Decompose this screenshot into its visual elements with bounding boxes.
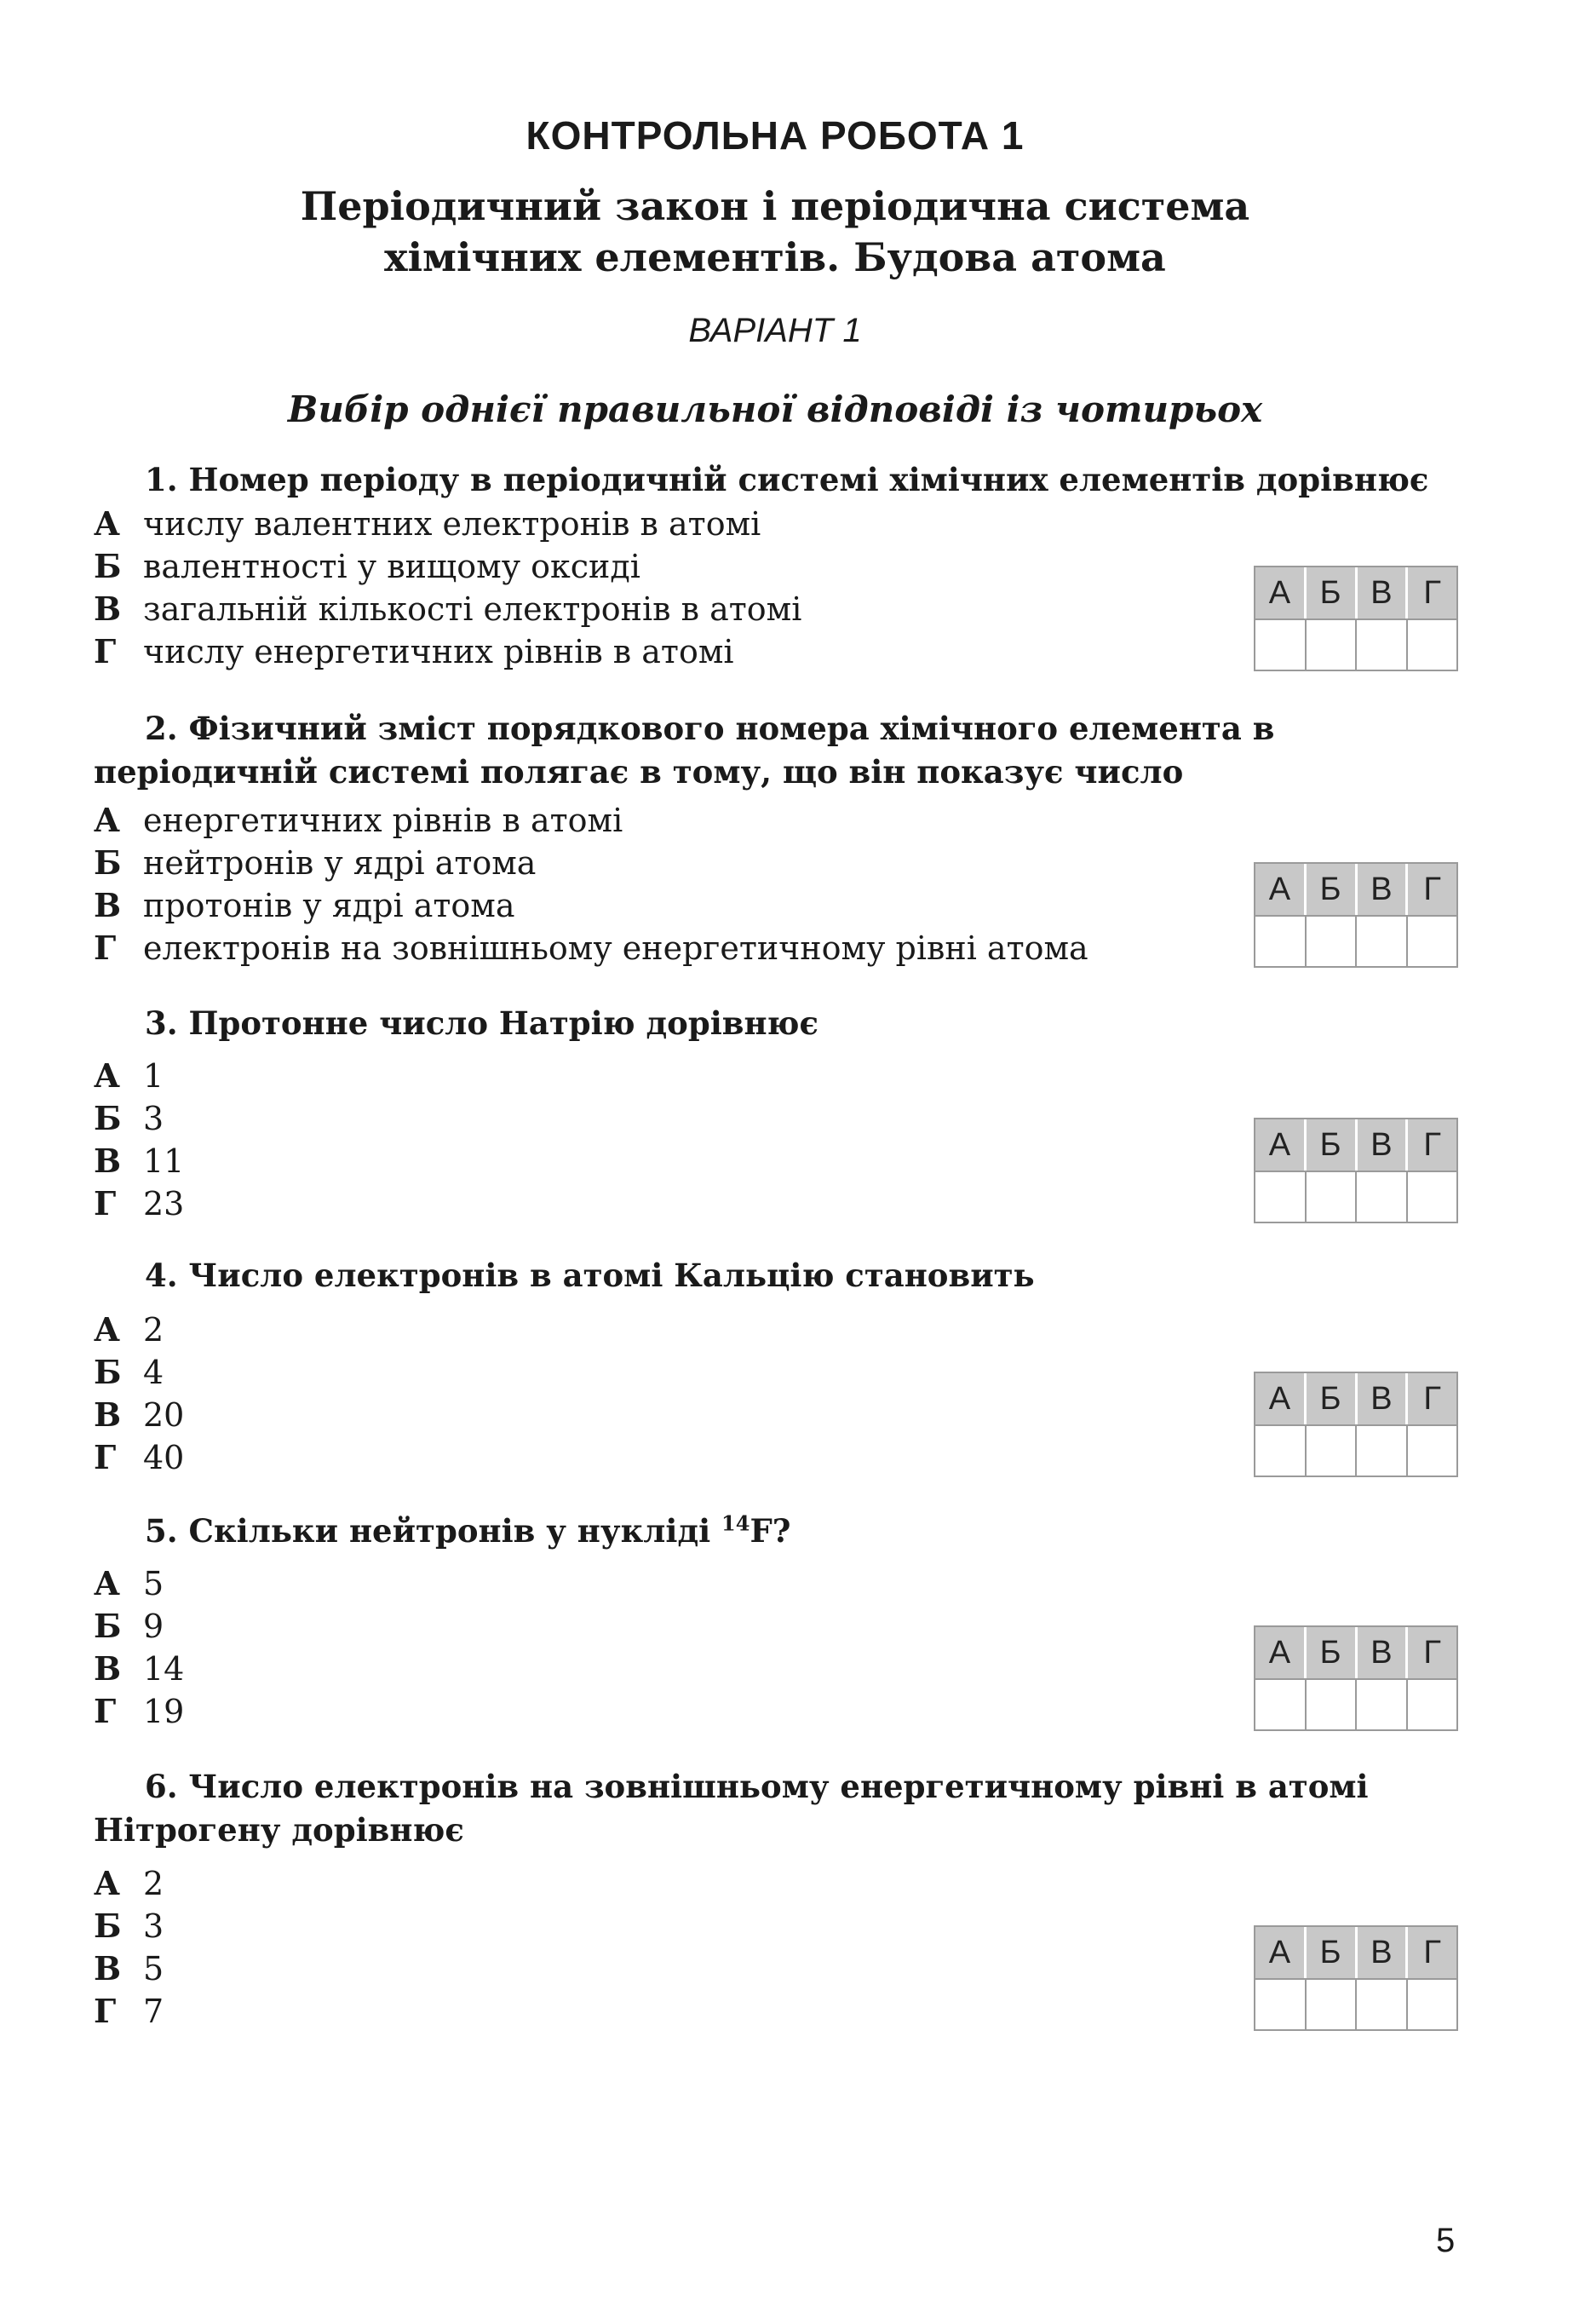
grid-letter-d: Г bbox=[1423, 872, 1441, 907]
option-2-a bbox=[94, 799, 623, 842]
option-5-a bbox=[94, 1562, 164, 1605]
option-letter: А bbox=[94, 1310, 120, 1349]
answer-cell[interactable] bbox=[1307, 618, 1358, 670]
grid-letter-a: А bbox=[1255, 1927, 1307, 1978]
grid-letter-b: Б bbox=[1307, 1627, 1358, 1678]
option-text: 40 bbox=[143, 1439, 185, 1476]
subtitle-line-1: Періодичний закон і періодична система bbox=[300, 183, 1250, 229]
subtitle-line-2: хімічних елементів. Будова атома bbox=[384, 234, 1166, 280]
option-letter: Г bbox=[94, 1692, 117, 1730]
grid-letter-b: Б bbox=[1307, 567, 1358, 618]
answer-cell[interactable] bbox=[1307, 1978, 1358, 2029]
answer-cell[interactable] bbox=[1408, 618, 1457, 670]
grid-letter-b: Б bbox=[1307, 1373, 1358, 1424]
option-1-b bbox=[94, 545, 640, 588]
option-5-b bbox=[94, 1605, 164, 1648]
option-3-d bbox=[94, 1182, 184, 1225]
answer-grid-3 bbox=[1254, 1118, 1458, 1223]
question-5-symbol: F? bbox=[750, 1512, 791, 1550]
answer-cell[interactable] bbox=[1255, 1171, 1307, 1222]
option-text: 1 bbox=[143, 1057, 164, 1095]
option-2-c bbox=[94, 884, 515, 927]
grid-letter-d: Г bbox=[1423, 575, 1441, 611]
option-1-d bbox=[94, 630, 734, 673]
question-5 bbox=[94, 1510, 1456, 1553]
answer-cell[interactable] bbox=[1307, 1424, 1358, 1476]
grid-letter-a: А bbox=[1255, 1627, 1307, 1678]
answer-cell[interactable] bbox=[1357, 1171, 1408, 1222]
answer-grid-4 bbox=[1254, 1372, 1458, 1477]
grid-letter-a: А bbox=[1255, 567, 1307, 618]
option-text: нейтронів у ядрі атома bbox=[143, 844, 537, 882]
option-3-c bbox=[94, 1140, 184, 1182]
option-6-c bbox=[94, 1947, 164, 1990]
answer-cell[interactable] bbox=[1255, 1678, 1307, 1729]
grid-letter-a: А bbox=[1255, 1119, 1307, 1171]
option-6-d bbox=[94, 1990, 164, 2033]
grid-letter-c: В bbox=[1358, 567, 1409, 618]
option-text: 20 bbox=[143, 1396, 185, 1434]
option-letter: Г bbox=[94, 1438, 117, 1476]
question-1: 1. Номер періоду в періодичній системі хімічних елементів дорівнює bbox=[145, 461, 1429, 498]
page-subtitle bbox=[0, 181, 1550, 283]
option-3-a bbox=[94, 1055, 164, 1097]
option-text: 3 bbox=[143, 1907, 164, 1945]
answer-cell[interactable] bbox=[1255, 915, 1307, 966]
option-4-b bbox=[94, 1351, 164, 1394]
option-text: 19 bbox=[143, 1693, 185, 1730]
grid-letter-d: Г bbox=[1423, 1635, 1441, 1671]
option-text: 2 bbox=[143, 1311, 164, 1349]
grid-letter-c: В bbox=[1358, 1627, 1409, 1678]
question-4: 4. Число електронів в атомі Кальцію становить bbox=[145, 1257, 1035, 1294]
grid-letter-d: Г bbox=[1423, 1127, 1441, 1163]
option-text: загальній кількості електронів в атомі bbox=[143, 590, 802, 628]
option-4-c bbox=[94, 1394, 184, 1436]
option-letter: Г bbox=[94, 1992, 117, 2030]
option-text: електронів на зовнішньому енергетичному рівні атома bbox=[143, 929, 1088, 967]
option-letter: В bbox=[94, 1395, 122, 1434]
page-title: КОНТРОЛЬНА РОБОТА 1 bbox=[526, 113, 1025, 158]
option-4-a bbox=[94, 1309, 164, 1351]
option-text: 4 bbox=[143, 1354, 164, 1391]
grid-letter-c: В bbox=[1358, 1373, 1409, 1424]
option-6-b bbox=[94, 1905, 164, 1947]
option-letter: Б bbox=[94, 1607, 122, 1645]
option-text: валентності у вищому оксиді bbox=[143, 548, 640, 585]
option-5-c bbox=[94, 1648, 184, 1690]
answer-cell[interactable] bbox=[1307, 1171, 1358, 1222]
option-letter: Г bbox=[94, 1184, 117, 1222]
grid-letter-a: А bbox=[1255, 864, 1307, 915]
option-letter: А bbox=[94, 1056, 120, 1095]
option-1-c bbox=[94, 588, 801, 630]
answer-grid-1 bbox=[1254, 566, 1458, 671]
option-2-d bbox=[94, 927, 1088, 969]
grid-letter-b: Б bbox=[1307, 1119, 1358, 1171]
option-6-a bbox=[94, 1862, 164, 1905]
option-letter: В bbox=[94, 886, 122, 924]
instruction-heading: Вибір однієї правильної відповіді із чотирьох bbox=[287, 388, 1263, 430]
option-letter: Б bbox=[94, 1907, 122, 1945]
option-letter: А bbox=[94, 1864, 120, 1902]
answer-cell[interactable] bbox=[1357, 1678, 1408, 1729]
grid-letter-d: Г bbox=[1423, 1381, 1441, 1417]
option-letter: Г bbox=[94, 929, 117, 967]
option-text: енергетичних рівнів в атомі bbox=[143, 802, 623, 839]
option-1-a bbox=[94, 503, 761, 545]
option-text: 3 bbox=[143, 1100, 164, 1137]
option-text: 23 bbox=[143, 1185, 185, 1222]
grid-letter-d: Г bbox=[1423, 1935, 1441, 1970]
option-letter: В bbox=[94, 1142, 122, 1180]
answer-cell[interactable] bbox=[1408, 1978, 1457, 2029]
option-text: числу валентних електронів в атомі bbox=[143, 505, 761, 543]
answer-cell[interactable] bbox=[1357, 1978, 1408, 2029]
grid-letter-c: В bbox=[1358, 1119, 1409, 1171]
grid-letter-c: В bbox=[1358, 1927, 1409, 1978]
answer-cell[interactable] bbox=[1408, 1424, 1457, 1476]
option-2-b bbox=[94, 842, 536, 884]
option-letter: В bbox=[94, 1949, 122, 1987]
option-3-b bbox=[94, 1097, 164, 1140]
option-letter: А bbox=[94, 504, 120, 543]
option-text: протонів у ядрі атома bbox=[143, 887, 515, 924]
option-letter: В bbox=[94, 1649, 122, 1688]
answer-cell[interactable] bbox=[1307, 1678, 1358, 1729]
option-letter: А bbox=[94, 801, 120, 839]
grid-letter-b: Б bbox=[1307, 864, 1358, 915]
option-text: 14 bbox=[143, 1650, 185, 1688]
variant-label: ВАРІАНТ 1 bbox=[688, 312, 862, 349]
answer-cell[interactable] bbox=[1408, 1678, 1457, 1729]
option-text: 9 bbox=[143, 1608, 164, 1645]
option-text: 2 bbox=[143, 1865, 164, 1902]
option-letter: Г bbox=[94, 632, 117, 670]
option-text: 7 bbox=[143, 1993, 164, 2030]
answer-grid-6 bbox=[1254, 1925, 1458, 2031]
answer-grid-5 bbox=[1254, 1625, 1458, 1731]
option-letter: Б bbox=[94, 547, 122, 585]
question-6: 6. Число електронів на зовнішньому енергетичному рівні в атомі Нітрогену дорівнює bbox=[94, 1768, 1369, 1849]
answer-cell[interactable] bbox=[1408, 1171, 1457, 1222]
answer-cell[interactable] bbox=[1357, 915, 1408, 966]
answer-grid-2 bbox=[1254, 862, 1458, 968]
option-letter: В bbox=[94, 590, 122, 628]
option-letter: А bbox=[94, 1564, 120, 1602]
grid-letter-b: Б bbox=[1307, 1927, 1358, 1978]
option-4-d bbox=[94, 1436, 184, 1479]
option-letter: Б bbox=[94, 1099, 122, 1137]
answer-cell[interactable] bbox=[1255, 1424, 1307, 1476]
option-letter: Б bbox=[94, 1353, 122, 1391]
answer-cell[interactable] bbox=[1255, 1978, 1307, 2029]
answer-cell[interactable] bbox=[1408, 915, 1457, 966]
option-text: 5 bbox=[143, 1950, 164, 1987]
option-5-d bbox=[94, 1690, 184, 1733]
option-letter: Б bbox=[94, 843, 122, 882]
question-2: 2. Фізичний зміст порядкового номера хімічного елемента в періодичній системі полягає в тому, що він показує число bbox=[94, 710, 1275, 791]
grid-letter-a: А bbox=[1255, 1373, 1307, 1424]
grid-letter-c: В bbox=[1358, 864, 1409, 915]
answer-cell[interactable] bbox=[1357, 1424, 1408, 1476]
question-5-text: 5. Скільки нейтронів у нукліді bbox=[145, 1512, 722, 1550]
answer-cell[interactable] bbox=[1357, 618, 1408, 670]
option-text: 11 bbox=[143, 1142, 185, 1180]
mass-number: 14 bbox=[721, 1510, 750, 1536]
option-text: числу енергетичних рівнів в атомі bbox=[143, 633, 734, 670]
answer-cell[interactable] bbox=[1255, 618, 1307, 670]
question-3: 3. Протонне число Натрію дорівнює bbox=[145, 1004, 819, 1042]
answer-cell[interactable] bbox=[1307, 915, 1358, 966]
option-text: 5 bbox=[143, 1565, 164, 1602]
page-number: 5 bbox=[1436, 2222, 1456, 2259]
